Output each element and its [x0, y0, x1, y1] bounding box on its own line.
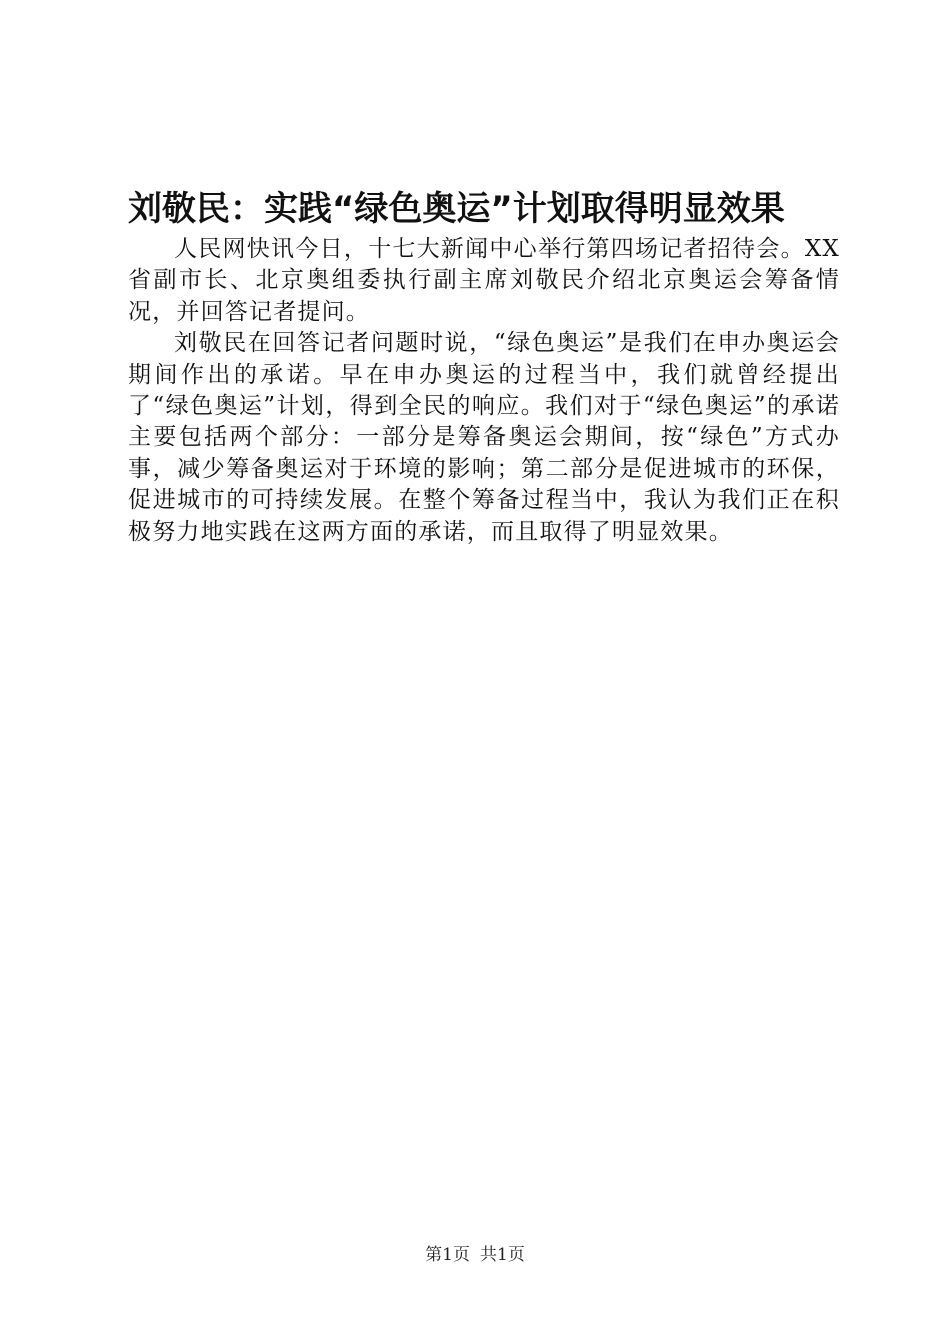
- page-number-current: 第1页: [425, 1245, 470, 1265]
- document-title: 刘敬民：实践“绿色奥运”计划取得明显效果: [128, 189, 785, 229]
- page-footer: [0, 1244, 950, 1266]
- paragraph: 刘敬民在回答记者问题时说，“绿色奥运”是我们在申办奥运会期间作出的承诺。早在申办奥运的过程当中，我们就曾经提出了“绿色奥运”计划，得到全民的响应。我们对于“绿色奥运”的承诺主要包括两个部分：一部分是筹备奥运会期间，按“绿色”方式办事，减少筹备奥运对于环境的影响；第二部分是促进城市的环保，促进城市的可持续发展。在整个筹备过程当中，我认为我们正在积极努力地实践在这两方面的承诺，而且取得了明显效果。: [128, 330, 840, 545]
- paragraph: 人民网快讯今日，十七大新闻中心举行第四场记者招待会。XX省副市长、北京奥组委执行副主席刘敬民介绍北京奥运会筹备情况，并回答记者提问。: [128, 236, 840, 325]
- page-number-total: 共1页: [480, 1245, 525, 1265]
- document-body: [128, 234, 840, 548]
